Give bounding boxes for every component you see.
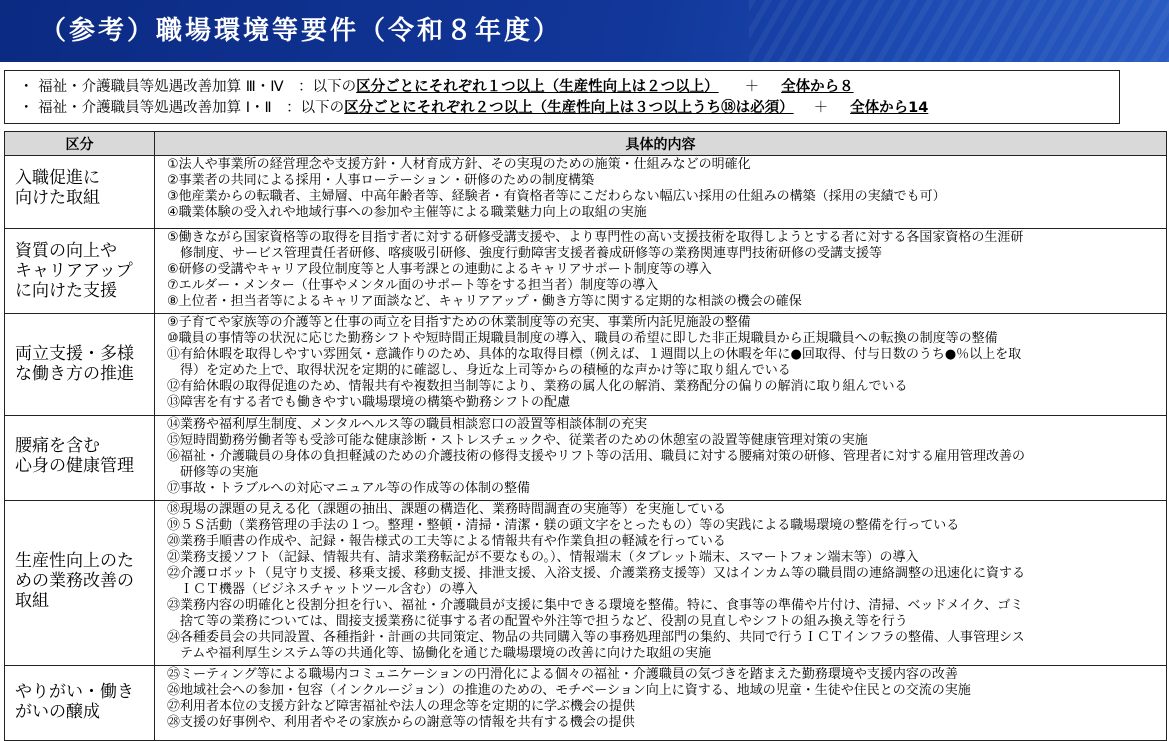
list-item: ④職業体験の受入れや地域行事への参加や主催等による職業魅力向上の取組の実施 xyxy=(167,205,647,220)
table-row-recruitment xyxy=(5,156,1167,229)
content-cell xyxy=(155,229,1167,314)
content-cell xyxy=(155,156,1167,229)
category-label-line: 心身の健康管理 xyxy=(15,456,134,476)
banner-decoration xyxy=(749,0,1169,62)
list-item: ⑬障害を有する者でも働きやすい職場環境の構築や勤務シフトの配慮 xyxy=(167,395,571,410)
list-item: ⑫有給休暇の取得促進のため、情報共有や複数担当制等により、業務の属人化の解消、業務配分の偏りの解消に取り組んでいる xyxy=(167,379,908,394)
requirement-total: 全体から14 xyxy=(850,100,929,116)
category-label-line: 資質の向上や xyxy=(15,241,117,261)
list-item: ⑩職員の事情等の状況に応じた勤務シフトや短時間正規職員制度の導入、職員の希望に即した非正規職員から正規職員への転換の制度等の整備 xyxy=(167,331,998,346)
requirement-condition: 区分ごとにそれぞれ２つ以上（生産性向上は３つ以上うち⑱は必須） xyxy=(344,100,794,116)
content-cell xyxy=(155,666,1167,741)
list-item: ⑨子育てや家族等の介護等と仕事の両立を目指すための休業制度等の充実、事業所内託児施設の整備 xyxy=(167,315,751,330)
requirement-line-1-2 xyxy=(19,98,1119,119)
category-cell xyxy=(5,666,155,741)
list-item: ⑯福祉・介護職員の身体の負担軽減のための介護技術の修得支援やリフト等の活用、職員に対する腰痛対策の研修、管理者に対する雇用管理改善の xyxy=(167,449,1026,464)
plus-sign: ＋ xyxy=(744,79,760,95)
category-label-line: 生産性向上のた xyxy=(15,551,134,571)
category-cell xyxy=(5,501,155,666)
list-item: ⑮短時間勤務労働者等も受診可能な健康診断・ストレスチェックや、従業者のための休憩室の設置等健康管理対策の実施 xyxy=(167,433,868,448)
list-item: ㉑業務支援ソフト（記録、情報共有、請求業務転記が不要なもの。）、情報端末（タブレット端末、スマートフォン端末等）の導入 xyxy=(167,550,919,565)
column-header-category: 区分 xyxy=(5,132,155,156)
requirement-condition: 区分ごとにそれぞれ１つ以上（生産性向上は２つ以上） xyxy=(356,79,719,95)
list-item: ㉖地域社会への参加・包容（インクルージョン）の推進のための、モチベーション向上に資する、地域の児童・生徒や住民との交流の実施 xyxy=(167,683,971,698)
category-cell xyxy=(5,314,155,416)
list-item: ⑭業務や福利厚生制度、メンタルヘルス等の職員相談窓口の設置等相談体制の充実 xyxy=(167,417,648,432)
list-item: ⑰事故・トラブルへの対応マニュアル等の作成等の体制の整備 xyxy=(167,481,530,496)
list-item-continuation: 研修等の実施 xyxy=(180,465,259,480)
category-label-line: に向けた支援 xyxy=(15,281,117,301)
category-label-line: キャリアアップ xyxy=(15,261,133,281)
list-item: ㉗利用者本位の支援方針など障害福祉や法人の理念等を定期的に学ぶ機会の提供 xyxy=(167,699,636,714)
list-item: ⑤働きながら国家資格等の取得を目指す者に対する研修受講支援や、より専門性の高い支援技術を取得しようとする者に対する各国家資格の生涯研 xyxy=(167,230,1024,245)
category-cell xyxy=(5,229,155,314)
category-label-line: な働き方の推進 xyxy=(15,364,134,384)
category-label-line: 両立支援・多様 xyxy=(15,344,134,364)
list-item-continuation: テムや福利厚生システム等の共通化等、協働化を通じた職場環境の改善に向けた取組の実施 xyxy=(180,646,712,661)
plus-sign: ＋ xyxy=(813,100,829,116)
list-item: ⑧上位者・担当者等によるキャリア面談など、キャリアアップ・働き方等に関する定期的な相談の機会の確保 xyxy=(167,294,802,309)
list-item: ⑳業務手順書の作成や、記録・報告様式の工夫等による情報共有や作業負担の軽減を行っている xyxy=(167,534,726,549)
content-cell xyxy=(155,314,1167,416)
category-cell xyxy=(5,416,155,501)
table-header-row xyxy=(5,132,1167,156)
list-item: ⑲５Ｓ活動（業務管理の手法の１つ。整理・整頓・清掃・清潔・躾の頭文字をとったもの）等の実践による職場環境の整備を行っている xyxy=(167,518,960,533)
category-label-line: めの業務改善の xyxy=(15,571,134,591)
requirement-line-3-4 xyxy=(19,77,1119,98)
table-row-motivation xyxy=(5,666,1167,741)
table-row-productivity xyxy=(5,501,1167,666)
list-item: ③他産業からの転職者、主婦層、中高年齢者等、経験者・有資格者等にこだわらない幅広い採用の仕組みの構築（採用の実績でも可） xyxy=(167,189,946,204)
list-item: ⑪有給休暇を取得しやすい雰囲気・意識作りのため、具体的な取得目標（例えば、１週間以上の休暇を年に●回取得、付与日数のうち●％以上を取 xyxy=(167,347,1022,362)
list-item-continuation: 修制度、サービス管理責任者研修、喀痰吸引研修、強度行動障害支援者養成研修等の業務関連専門技術研修の受講支援等 xyxy=(180,246,883,261)
column-header-content: 具体的内容 xyxy=(155,132,1167,156)
table-row-career-support xyxy=(5,229,1167,314)
list-item: ⑥研修の受講やキャリア段位制度等と人事考課との連動によるキャリアサポート制度等の導入 xyxy=(167,262,712,277)
list-item: ⑱現場の課題の見える化（課題の抽出、課題の構造化、業務時間調査の実施等）を実施している xyxy=(167,502,727,517)
title-banner xyxy=(0,0,1169,62)
content-cell xyxy=(155,416,1167,501)
category-cell xyxy=(5,156,155,229)
list-item: ㉓業務内容の明確化と役割分担を行い、福祉・介護職員が支援に集中できる環境を整備。特に、食事等の準備や片付け、清掃、ベッドメイク、ゴミ xyxy=(167,598,1024,613)
list-item-continuation: ＩＣＴ機器（ビジネスチャットツール含む）の導入 xyxy=(180,582,478,597)
list-item: ⑦エルダー・メンター（仕事やメンタル面のサポート等をする担当者）制度等の導入 xyxy=(167,278,659,293)
category-label-line: 向けた取組 xyxy=(15,188,100,208)
list-item: ②事業者の共同による採用・人事ローテーション・研修のための制度構築 xyxy=(167,173,595,188)
list-item: ㉕ミーティング等による職場内コミュニケーションの円滑化による個々の福祉・介護職員の気づきを踏まえた勤務環境や支援内容の改善 xyxy=(167,667,958,682)
requirements-table xyxy=(4,131,1167,741)
page-title: （参考）職場環境等要件（令和８年度） xyxy=(40,16,563,46)
requirement-lead: ・ 福祉・介護職員等処遇改善加算 Ⅰ・Ⅱ ：以下の xyxy=(19,100,345,116)
requirements-box xyxy=(4,70,1120,124)
category-label-line: 入職促進に xyxy=(15,168,100,188)
list-item: ㉔各種委員会の共同設置、各種指針・計画の共同策定、物品の共同購入等の事務処理部門の集約、共同で行うＩＣＴインフラの整備、人事管理シス xyxy=(167,630,1025,645)
list-item: ㉒介護ロボット（見守り支援、移乗支援、移動支援、排泄支援、入浴支援、介護業務支援等）又はインカム等の職員間の連絡調整の迅速化に資する xyxy=(167,566,1026,581)
content-cell xyxy=(155,501,1167,666)
category-label-line: がいの醸成 xyxy=(15,702,100,722)
category-label-line: やりがい・働き xyxy=(15,682,134,702)
list-item: ㉘支援の好事例や、利用者やその家族からの謝意等の情報を共有する機会の提供 xyxy=(167,715,635,730)
table-row-health xyxy=(5,416,1167,501)
table-row-work-style xyxy=(5,314,1167,416)
requirement-total: 全体から８ xyxy=(781,79,854,95)
list-item-continuation: 捨て等の業務については、間接支援業務に従事する者の配置や外注等で担うなど、役割の見直しやシフトの組み換え等を行う xyxy=(180,614,908,629)
list-item-continuation: 得）を定めた上で、取得状況を定期的に確認し、身近な上司等からの積極的な声かけ等に取り組んでいる xyxy=(180,363,791,378)
category-label-line: 取組 xyxy=(15,591,49,611)
requirement-lead: ・ 福祉・介護職員等処遇改善加算 Ⅲ・Ⅳ ：以下の xyxy=(19,79,357,95)
category-label-line: 腰痛を含む xyxy=(15,436,100,456)
list-item: ①法人や事業所の経営理念や支援方針・人材育成方針、その実現のための施策・仕組みなどの明確化 xyxy=(167,157,751,172)
